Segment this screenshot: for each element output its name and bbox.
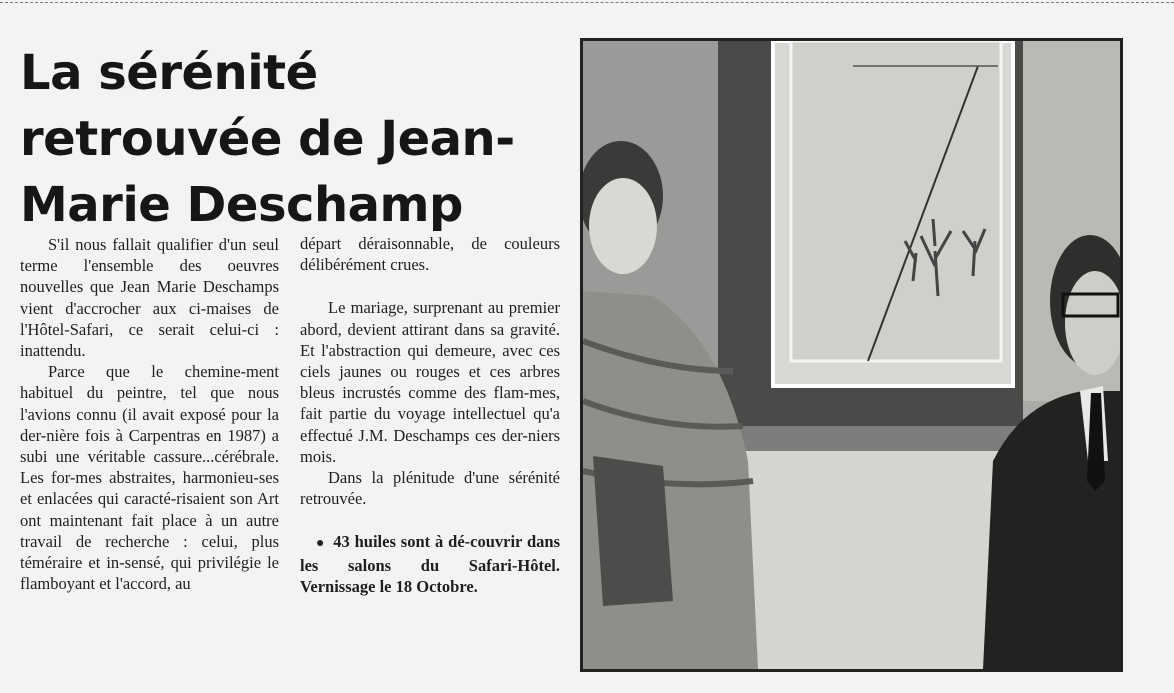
paragraph-mariage: Le mariage, surprenant au premier abord, devient attirant dans sa gravité. Et l'abstraction qui demeure, avec ces ciels jaunes ou rouges et ces arbres bleus incrustés comme des flam-mes, fait partie du voyage intellectuel qu'a effectué J.M. Deschamps ces der-niers mois. bbox=[300, 298, 560, 466]
bullet-icon: ● bbox=[316, 536, 326, 552]
headline-line-1: La sérénité bbox=[20, 45, 318, 101]
article-photo bbox=[580, 38, 1123, 672]
headline-line-3: Marie Deschamp bbox=[20, 177, 463, 233]
article-column-2 bbox=[300, 233, 560, 597]
paragraph-intro: S'il nous fallait qualifier d'un seul terme l'ensemble des oeuvres nouvelles que Jean Marie Deschamps vient d'accrocher aux ci-maises de l'Hôtel-Safari, ce serait celui-ci : inattendu. bbox=[20, 235, 279, 361]
paragraph-plenitude: Dans la plénitude d'une sérénité retrouvée. bbox=[300, 468, 560, 509]
exhibition-note bbox=[300, 531, 560, 597]
top-cut-edge bbox=[0, 2, 1174, 3]
article-headline bbox=[20, 40, 580, 238]
photo-illustration bbox=[583, 41, 1120, 669]
exhibition-note-text: 43 huiles sont à dé-couvrir dans les salons du Safari-Hôtel. Vernissage le 18 Octobre. bbox=[300, 532, 560, 596]
paragraph-cheminement: Parce que le chemine-ment habituel du peintre, tel que nous l'avions connu (il avait exposé pour la der-nière fois à Carpentras en 1987) a subi une véritable cassure...cérébrale. Les for-mes abstraites, harmonieu-ses et enlacées qui caracté-risaient son Art ont maintenant fait place à un autre travail de recherche : celui, plus téméraire et in-sensé, qui privilégie le flamboyant et l'accord, au bbox=[20, 362, 279, 594]
headline-line-2: retrouvée de Jean- bbox=[20, 111, 515, 167]
paragraph-continuation: départ déraisonnable, de couleurs délibérément crues. bbox=[300, 234, 560, 275]
article-column-1 bbox=[20, 234, 279, 594]
